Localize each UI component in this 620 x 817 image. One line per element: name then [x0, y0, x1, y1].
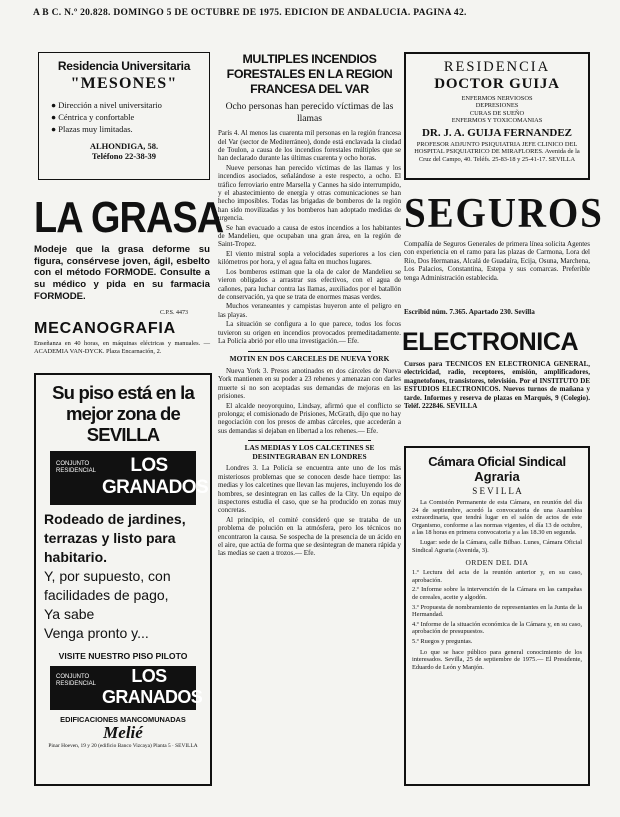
seguros-body: Compañía de Seguros Generales de primera línea solicita Agentes con experiencia en el ramo para las plazas de Carmona, Lora del Río, Dos Hermanas, Alcalá de Guadaíra, Ecija, Osuna, Marchena, Los Palacios, Constantina, Estepa y sus comarcas. Preferible tenga Administración establecida.	[404, 240, 590, 282]
camara-intro: La Comisión Permanente de esta Cámara, en reunión del día 24 de septiembre, acordó la convocatoria de una Asamblea extraordinaria, que tendrá lugar en el salón de actos de este Organismo, conforme a las normas vigentes, el día 13 de octubre, a las 18 horas en primera convocatoria y a las 18.30 en segunda.	[412, 499, 582, 537]
mesones-ad	[38, 52, 210, 180]
los-granados-ad	[34, 373, 212, 786]
list-item: ● Dirección a nivel universitario	[51, 100, 162, 110]
list-item: ENFERMOS Y TOXICOMANIAS	[451, 117, 543, 125]
camara-city: S E V I L L A	[472, 486, 522, 496]
list-item: 1.º Lectura del acta de la reunión anterior y, en su caso, aprobación.	[412, 569, 582, 584]
list-item: 5.º Ruegos y preguntas.	[412, 637, 473, 645]
guija-title1: RESIDENCIA	[443, 59, 551, 75]
piso-brand: Melié	[103, 723, 143, 742]
camara-title2: Agraria	[474, 469, 520, 484]
piso-footer: Pinar Hoeven, 19 y 20 (edificio Banco Vizcaya) Planta 5 · SEVILLA	[48, 743, 198, 749]
camara-orden-title: ORDEN DEL DIA	[465, 558, 529, 568]
logo-small-label: CONJUNTO RESIDENCIAL	[56, 461, 97, 474]
logo-small-label: CONJUNTO RESIDENCIAL	[56, 674, 97, 687]
motin-headline: MOTIN EN DOS CARCELES DE NUEVA YORK	[229, 354, 390, 364]
electronica-body: Cursos para TECNICOS EN ELECTRONICA GENERAL, electricidad, radio, receptores, emisión, amplificadores, magnetofones, transistores, televisión. Por el INSTITUTO DE ESTUDIOS ELECTRONICOS. Nuevos turnos de mañana y tarde. Informes y reserva de plazas en Marqués, 9 (Colegio). Teléf. 222846. SEVILLA	[404, 360, 590, 411]
medias-paragraph: Al principio, el comité consideró que se trataba de un problema de polución en la atmósfera, pero los técnicos no encontraron la causa. Se sospecha de la presencia de un ácido en el aire, que actúa de forma que se desintegran de manera rápida y las medias se caen a trozos.— Efe.	[218, 515, 401, 558]
mesones-line2: "MESONES"	[70, 75, 178, 92]
camara-sub: Lugar: sede de la Cámara, calle Bilbao. Lunes, Cámara Oficial Sindical Agraria (Avenida, 3).	[412, 538, 582, 554]
piso-headline: Su piso está en la mejor zona de SEVILLA	[52, 382, 194, 445]
camara-notice	[404, 446, 590, 786]
grasa-ref: C.P.S. 4473	[160, 310, 189, 316]
guija-types	[412, 95, 582, 125]
fires-paragraph: Los bomberos estiman que la ola de calor de Mandelieu se vieron obligados a arrastrar sus efectivos, con el agua de cañones, para luchar contra las llamas, auxiliados por el batallón de conservación, ya que se trata de enormes masas verdes.	[218, 267, 401, 301]
medias-headline: LAS MEDIAS Y LOS CALCETINES SE DESINTEGRABAN EN LONDRES	[244, 443, 375, 461]
divider	[248, 440, 371, 441]
los-granados-logo	[50, 451, 209, 505]
grasa-body: Modeje que la grasa deforme su figura, consérvese joven, ágil, esbelto con el método FORMODE. Consulte a su médico y pida en su farmacia FORMODE.	[34, 244, 210, 302]
fires-paragraph: La situación se configura a lo que parece, todos los focos tuvieron su origen en incendios provocados premeditadamente. La Policía abrió por ello una investigación.— Efe.	[218, 320, 401, 345]
logo-big-label: LOS GRANADOS	[102, 455, 209, 498]
fires-paragraph: Muchos veraneantes y campistas huyeron ante el peligro en las playas.	[218, 302, 401, 319]
list-item: 3.º Propuesta de nombramiento de representantes en la Junta de la Hermandad.	[412, 603, 582, 619]
fires-headline: MULTIPLES INCENDIOS FORESTALES EN LA REGION FRANCESA DEL VAR	[226, 52, 393, 96]
camara-orden-list	[412, 569, 582, 645]
piso-builder: EDIFICACIONES MANCOMUNADAS	[60, 715, 186, 724]
meca-body: Enseñanza en 40 horas, en máquinas eléctricas y manuales. — ACADEMIA VAN-DYCK. Plaza Encarnación, 2.	[34, 340, 210, 355]
list-item: 4.º Informe de la situación económica de la Cámara y, en su caso, aprobación de presupuestos.	[412, 620, 582, 636]
motin-paragraph: El alcalde neoyorquino, Lindsay, afirmó que el conflicto se prolonga; el comisionado de Prisiones, McGrath, dijo que no hay negociación con los presos de ambas cárceles, que accederán a sus demandas si dejaban en libertad a los rehenes.— Efe.	[218, 401, 401, 435]
guija-doctor: DR. J. A. GUIJA FERNANDEZ	[421, 126, 573, 139]
piso-visit: VISITE NUESTRO PISO PILOTO	[58, 651, 188, 661]
list-item: DEPRESIONES	[475, 102, 519, 110]
guija-ad	[404, 52, 590, 180]
camara-title1: Cámara Oficial Sindical	[428, 454, 566, 469]
meca-title: MECANOGRAFIA	[34, 320, 177, 337]
motin-paragraph: Nueva York 3. Presos amotinados en dos cárceles de Nueva York mantienen en su poder a 23 rehenes y amenazan con darles muerte si no son aceptadas sus demandas de mejoras en las prisiones.	[218, 366, 401, 401]
fires-paragraph: El viento mistral sopla a velocidades superiores a los cien kilómetros por hora, y el agua falta en muchos lugares.	[218, 249, 401, 267]
news-column	[218, 52, 401, 787]
piso-lines: Rodeado de jardines, terrazas y listo para habitario. Y, por supuesto, con facilidades de pago, Ya sabe Venga pronto y...	[44, 511, 186, 641]
divider	[248, 351, 371, 352]
list-item: ● Céntrica y confortable	[51, 112, 135, 122]
guija-details: PROFESOR ADJUNTO PSIQUIATRIA JEFE CLINICO DEL HOSPITAL PSIQUIATRICO DE MIRAFLORES. Avenida de la Cruz del Campo, 40. Teléfs. 25-83-18 y 25-41-17. SEVILLA	[414, 140, 580, 163]
seguros-title: SEGUROS	[404, 191, 604, 237]
seguros-footer: Escribid núm. 7.365. Apartado 230. Sevilla	[404, 308, 535, 316]
fires-paragraph: Se han evacuado a causa de estos incendios a los habitantes de Mandelieu, que ocupaban una gran área, en la región de Saint-Tropez.	[218, 223, 401, 249]
logo-big-label: LOS GRANADOS	[102, 666, 203, 707]
guija-title2: DOCTOR GUIJA	[434, 76, 560, 92]
list-item: ● Plazas muy limitadas.	[51, 124, 133, 134]
mesones-line1: Residencia Universitaria	[57, 59, 191, 73]
fires-paragraph: Nueve personas han perecido víctimas de las llamas y los incendios asociados, señalándose a este respecto, a ocho. El tráfico ferroviario entre Marsella y Cannes ha sido interrumpido, y el abastecimiento de energía y otras comunicaciones se han hecho imposibles. Todas las brigadas de bomberos de la región han sido movilizadas y los bomberos han adoptado medidas de urgencia.	[218, 163, 401, 223]
fires-subheadline: Ocho personas han perecido víctimas de las llamas	[225, 101, 394, 124]
page-header: A B C. N.º 20.828. DOMINGO 5 DE OCTUBRE DE 1975. EDICION DE ANDALUCIA. PAGINA 42.	[33, 8, 467, 18]
camara-close: Lo que se hace público para general conocimiento de los interesados. Sevilla, 25 de septiembre de 1975.— El Presidente, Eduardo de León y Manjón.	[412, 648, 582, 671]
mesones-address: ALHONDIGA, 58.	[89, 141, 159, 151]
list-item: CURAS DE SUEÑO	[469, 109, 525, 117]
list-item: ENFERMOS NERVIOSOS	[461, 95, 533, 102]
los-granados-logo-2	[50, 666, 203, 710]
grasa-title: LA GRASA	[34, 193, 224, 242]
mesones-bullets	[45, 99, 203, 135]
fires-paragraph: París 4. Al menos las cuarenta mil personas en la región francesa del Var (sector de Mediterráneo), donde está enclavada la ciudad de Toulon, a causa de los incendios forestales múltiples que se han declarado durante las últimas cuarenta y ocho horas.	[218, 129, 401, 163]
list-item: 2.º Informe sobre la intervención de la Cámara en las campañas de cereales, aceite y algodón.	[412, 586, 582, 601]
mesones-phone: Teléfono 22-38-39	[91, 151, 157, 161]
medias-paragraph: Londres 3. La Policía se encuentra ante uno de los más misteriosos problemas que se conocen desde hace tiempo: las medias y los calcetines que llevan las mujeres, incluyendo los de hombres, se desintegran en las calles de la City. Un equipo de inspectores estudia el caso, que se ha producido en zonas muy concretas.	[218, 464, 401, 515]
electronica-title: ELECTRONICA	[402, 328, 579, 356]
